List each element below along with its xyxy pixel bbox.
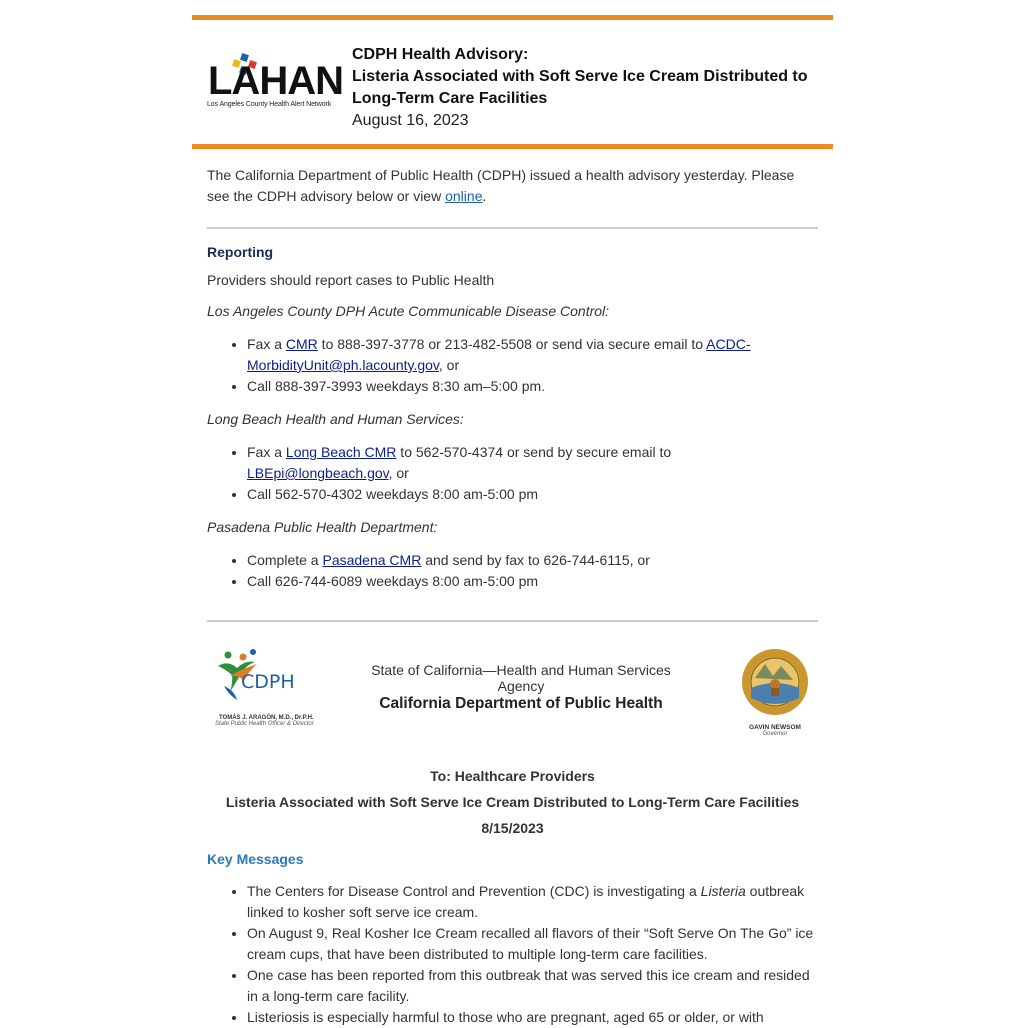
advisory-to: To: Healthcare Providers: [430, 768, 595, 784]
reporting-heading: Reporting: [207, 244, 274, 260]
email-body: [192, 15, 833, 1028]
list-item: • Call 888-397-3993 weekdays 8:30 am–5:00 pm.: [247, 376, 818, 397]
agency-name: State of California—Health and Human Services Agency: [371, 662, 671, 694]
list-item: • Call 626-744-6089 weekdays 8:00 am-5:00 pm: [247, 571, 818, 592]
list-item: • One case has been reported from this outbreak that was served this ice cream and resided in a long-term care facility.: [247, 965, 818, 1007]
reporting-lead: Providers should report cases to Public Health: [207, 272, 495, 288]
acdc-email-link[interactable]: ACDC- MorbidityUnit@ph.lacounty.gov: [247, 336, 751, 373]
pasadena-cmr-link[interactable]: Pasadena CMR: [322, 552, 422, 568]
header-title-line1: CDPH Health Advisory:: [352, 46, 529, 63]
state-seal-block: [733, 648, 817, 737]
intro-paragraph: The California Department of Public Health (CDPH) issued a health advisory yesterday. Please see the CDPH advisory below or view online.: [207, 167, 795, 204]
list-item: • The Centers for Disease Control and Prevention (CDC) is investigating a Listeria outbreak linked to kosher soft serve ice cream.: [247, 881, 818, 923]
long-beach-heading: Long Beach Health and Human Services:: [207, 411, 464, 427]
advisory-date: 8/15/2023: [481, 820, 544, 836]
pasadena-heading: Pasadena Public Health Department:: [207, 519, 438, 535]
list-item: • Listeriosis is especially harmful to those who are pregnant, aged 65 or older, or with: [247, 1007, 818, 1028]
agency-block: [351, 662, 691, 713]
cdph-logo-text: CDPH: [241, 671, 295, 693]
list-item: • Fax a CMR to 888-397-3778 or 213-482-5508 or send via secure email to ACDC- MorbidityUnit@ph.lacounty.gov, or: [247, 334, 818, 376]
list-item: • Fax a Long Beach CMR to 562-570-4374 or send by secure email to LBEpi@longbeach.gov, or: [247, 442, 818, 484]
key-messages-heading: Key Messages: [207, 851, 304, 867]
governor-name: GAVIN NEWSOM: [749, 724, 801, 731]
list-item: • On August 9, Real Kosher Ice Cream recalled all flavors of their “Soft Serve On The Go” ice cream cups, that have been distributed to multiple long-term care facilities.: [247, 923, 818, 965]
online-link[interactable]: online: [445, 188, 483, 204]
cdph-letterhead: [207, 622, 818, 742]
list-item: • Complete a Pasadena CMR and send by fax to 626-744-6115, or: [247, 550, 818, 571]
lahan-logo-text: LAHAN: [208, 59, 343, 103]
cmr-link[interactable]: CMR: [285, 336, 318, 352]
key-messages-list: [207, 881, 818, 1028]
pasadena-list: [207, 550, 818, 592]
director-name: TOMÁS J. ARAGÓN, M.D., Dr.P.H.: [219, 715, 314, 721]
department-name: California Department of Public Health: [379, 695, 663, 712]
header-date: August 16, 2023: [352, 112, 469, 129]
lahan-logo: [192, 20, 343, 108]
header-title-line2: Listeria Associated with Soft Serve Ice Cream Distributed to: [352, 68, 808, 85]
california-seal-icon: [741, 648, 809, 716]
lbepi-email-link[interactable]: LBEpi@longbeach.gov: [247, 465, 389, 481]
header-title-block: [337, 20, 808, 132]
divider: [207, 227, 818, 229]
cdph-figures-icon: [215, 648, 301, 710]
advisory-title: Listeria Associated with Soft Serve Ice Cream Distributed to Long-Term Care Facilities: [225, 794, 800, 810]
director-title: State Public Health Officer & Director: [215, 721, 314, 727]
header: [192, 20, 833, 144]
main-content: [192, 165, 833, 1028]
header-bottom-rule: [192, 144, 833, 149]
header-title-line3: Long-Term Care Facilities: [352, 90, 548, 107]
long-beach-list: [207, 442, 818, 505]
cdph-logo: [215, 648, 325, 727]
la-county-heading: Los Angeles County DPH Acute Communicable Disease Control:: [207, 303, 610, 319]
long-beach-cmr-link[interactable]: Long Beach CMR: [285, 444, 397, 460]
la-county-list: [207, 334, 818, 397]
list-item: • Call 562-570-4302 weekdays 8:00 am-5:00 pm: [247, 484, 818, 505]
lahan-logo-subtitle: Los Angeles County Health Alert Network: [207, 101, 332, 108]
governor-title: Governor: [762, 731, 788, 737]
